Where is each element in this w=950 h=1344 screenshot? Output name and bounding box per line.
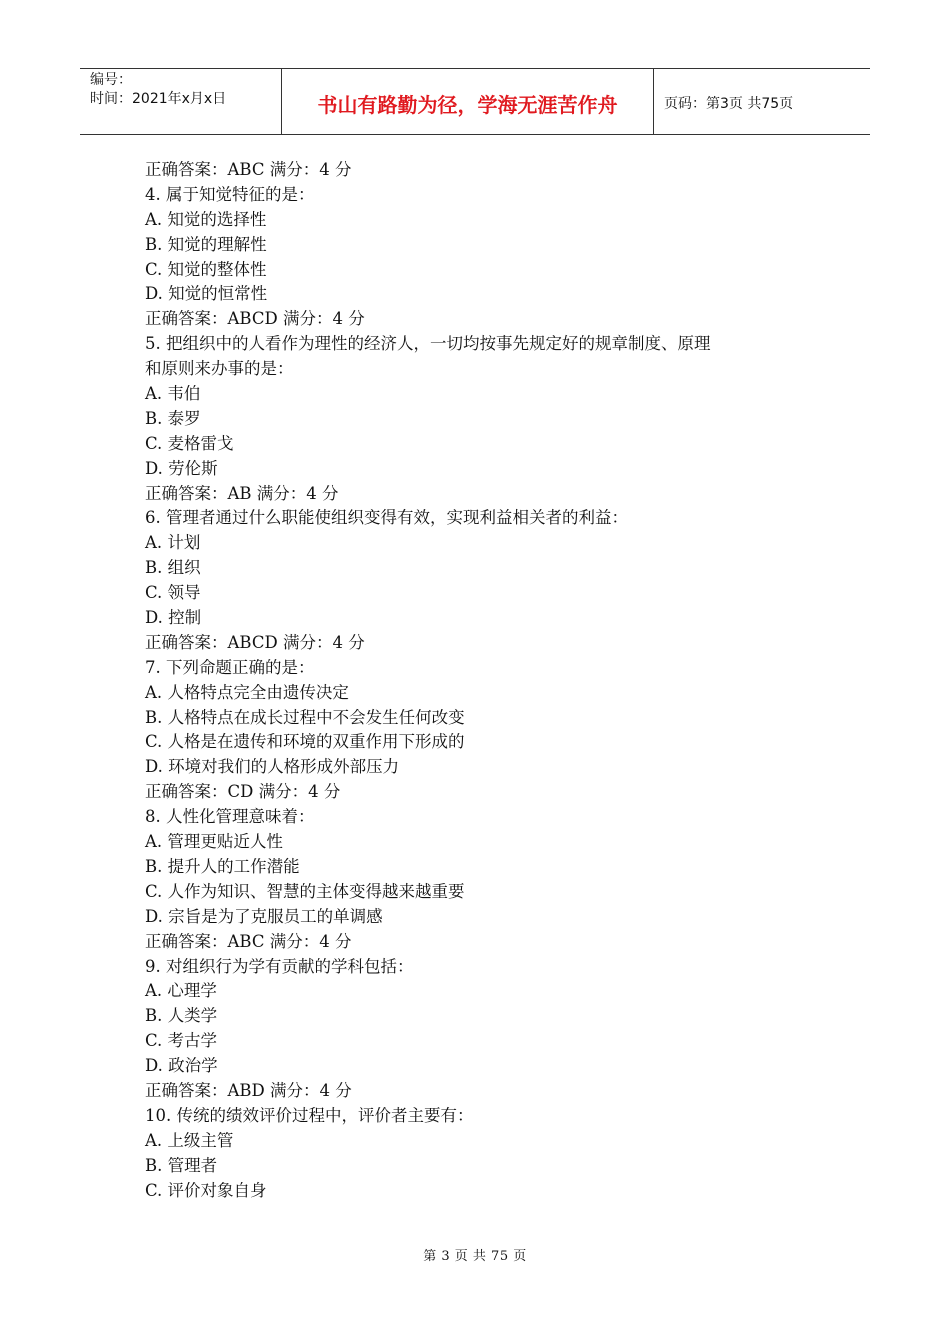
text-line: D. 环境对我们的人格形成外部压力 — [145, 757, 400, 777]
text-line: A. 心理学 — [145, 981, 217, 1001]
date-label: 时间：2021年x月x日 — [90, 91, 227, 107]
serial-number-label: 编号： — [90, 72, 132, 88]
text-line: D. 宗旨是为了克服员工的单调感 — [145, 906, 383, 926]
text-line: A. 上级主管 — [145, 1130, 234, 1150]
text-line: 正确答案：CD 满分：4 分 — [145, 782, 341, 802]
text-line: 9. 对组织行为学有贡献的学科包括： — [145, 956, 414, 976]
text-line: B. 人格特点在成长过程中不会发生任何改变 — [145, 707, 465, 727]
header-motto: 书山有路勤为径，学海无涯苦作舟 — [282, 69, 654, 134]
text-line: C. 考古学 — [145, 1031, 218, 1051]
text-line: 正确答案：ABD 满分：4 分 — [145, 1080, 352, 1100]
page-header — [80, 68, 870, 135]
text-line: 4. 属于知觉特征的是： — [145, 184, 315, 204]
text-line: C. 领导 — [145, 583, 201, 603]
text-line: B. 泰罗 — [145, 408, 201, 428]
text-line: 8. 人性化管理意味着： — [145, 807, 315, 827]
text-line: A. 管理更贴近人性 — [145, 832, 283, 852]
text-line: 正确答案：AB 满分：4 分 — [145, 483, 339, 503]
text-line: C. 麦格雷戈 — [145, 433, 234, 453]
text-line: 7. 下列命题正确的是： — [145, 657, 315, 677]
text-line: 正确答案：ABC 满分：4 分 — [145, 160, 352, 179]
text-line: 正确答案：ABCD 满分：4 分 — [145, 632, 365, 652]
text-line: 正确答案：ABC 满分：4 分 — [145, 931, 352, 951]
text-line: 和原则来办事的是： — [145, 359, 294, 379]
text-line: B. 知觉的理解性 — [145, 234, 267, 254]
text-line: C. 知觉的整体性 — [145, 259, 267, 279]
page-footer: 第 3 页 共 75 页 — [423, 1249, 527, 1264]
text-line: B. 提升人的工作潜能 — [145, 856, 300, 876]
text-line: A. 知觉的选择性 — [145, 209, 267, 229]
header-page-info: 页码：第3页 共75页 — [664, 95, 794, 112]
text-line: C. 人作为知识、智慧的主体变得越来越重要 — [145, 881, 465, 901]
text-line: 10. 传统的绩效评价过程中，评价者主要有： — [145, 1105, 474, 1125]
text-line: B. 组织 — [145, 558, 201, 578]
text-line: B. 人类学 — [145, 1006, 218, 1026]
header-meta — [80, 69, 282, 134]
text-line: 6. 管理者通过什么职能使组织变得有效，实现利益相关者的利益： — [145, 508, 628, 528]
text-line: C. 评价对象自身 — [145, 1180, 267, 1200]
text-line: D. 政治学 — [145, 1056, 218, 1076]
text-line: D. 劳伦斯 — [145, 458, 218, 478]
text-line: 5. 把组织中的人看作为理性的经济人，一切均按事先规定好的规章制度、原理 — [145, 334, 711, 354]
text-line: A. 计划 — [145, 533, 201, 553]
text-line: B. 管理者 — [145, 1155, 218, 1175]
text-line: A. 韦伯 — [145, 384, 201, 404]
text-line: C. 人格是在遗传和环境的双重作用下形成的 — [145, 732, 465, 752]
text-line: D. 知觉的恒常性 — [145, 284, 268, 304]
text-line: 正确答案：ABCD 满分：4 分 — [145, 309, 365, 329]
text-line: D. 控制 — [145, 608, 202, 628]
text-line: A. 人格特点完全由遗传决定 — [145, 682, 349, 702]
document-body — [145, 158, 825, 1203]
